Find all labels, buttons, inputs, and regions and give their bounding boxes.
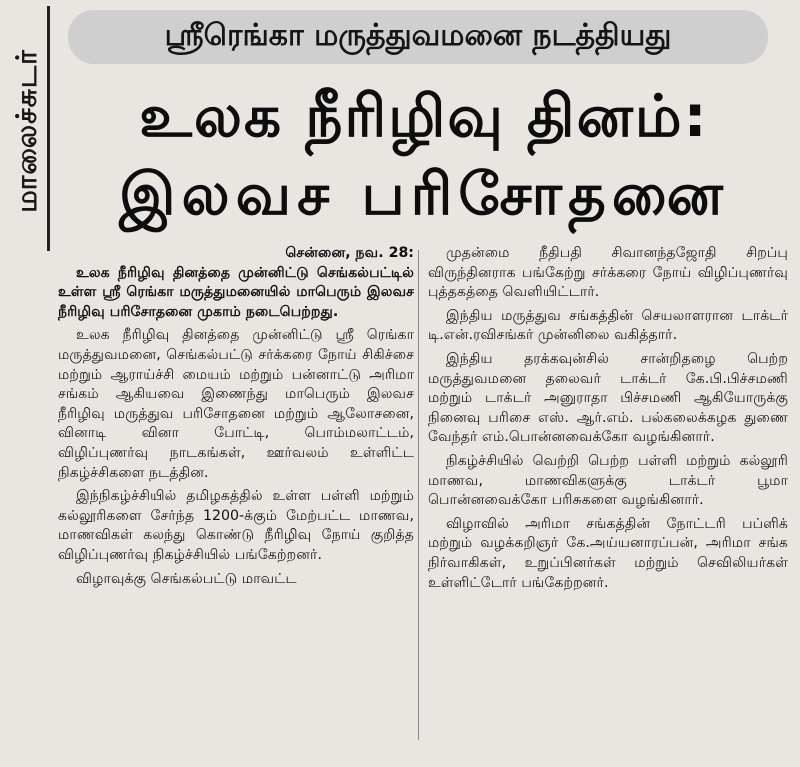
headline-line-2: இலவச பரிசோதனை — [119, 160, 729, 228]
kicker-text: ஸ்ரீரெங்கா மருத்துவமனை நடத்தியது — [164, 18, 672, 53]
article-column-left — [58, 244, 414, 589]
article-column-right — [428, 244, 788, 593]
lead-paragraph: உலக நீரிழிவு தினத்தை முன்னிட்டு செங்கல்பட்டில் உள்ள ஸ்ரீ ரெங்கா மருத்துமனையில் மாபெரும் இலவச நீரிழிவு பரிசோதனை முகாம் நடைபெற்றது. — [58, 264, 414, 320]
masthead-divider — [47, 6, 50, 251]
paragraph: விழாவில் அரிமா சங்கத்தின் நோட்டரி பப்ளிக் மற்றும் வழக்கறிஞர் கே.அய்யனாரப்பன், அரிமா சங்க நிர்வாகிகள், உறுப்பினர்கள் மற்றும் செவிலியர்கள் உள்ளிட்டோர் பங்கேற்றனர். — [428, 515, 788, 591]
dateline: சென்னை, நவ. 28: — [285, 245, 414, 261]
column-divider — [418, 250, 419, 740]
masthead-title: மாலைச்சுடர் — [10, 49, 43, 213]
paragraph: இந்நிகழ்ச்சியில் தமிழகத்தில் உள்ள பள்ளி மற்றும் கல்லூரிகளை சேர்ந்த 1200-க்கும் மேற்பட்ட மாணவ, மாணவிகள் கலந்து கொண்டு நீரிழிவு நோய் குறித்த விழிப்புணர்வு நிகழ்ச்சியில் பங்கேற்றனர். — [58, 488, 414, 563]
masthead — [2, 6, 52, 251]
paragraph: இந்திய மருத்துவ சங்கத்தின் செயலாளரான டாக்டர் டி.என்.ரவிசங்கர் முன்னிலை வகித்தார். — [428, 307, 788, 344]
paragraph: இந்திய தரக்கவுன்சில் சான்றிதழை பெற்ற மருத்துவமனை தலைவர் டாக்டர் கே.பி.பிச்சமணி மற்றும் டாக்டர் அனுராதா பிச்சமணி ஆகியோருக்கு நினைவு பரிசை எஸ். ஆர்.எம். பல்கலைக்கழக துணை வேந்தர் எம்.பொன்னவைக்கோ வழங்கினார். — [428, 350, 788, 446]
headline-line-1: உலக நீரிழிவு தினம்: — [139, 82, 709, 150]
paragraph: முதன்மை நீதிபதி சிவானந்தஜோதி சிறப்பு விருந்தினராக பங்கேற்று சர்க்கரை நோய் விழிப்புணர்வு புத்தகத்தை வெளியிட்டார். — [428, 245, 788, 301]
paragraph: விழாவுக்கு செங்கல்பட்டு மாவட்ட — [76, 570, 297, 587]
paragraph: நிகழ்ச்சியில் வெற்றி பெற்ற பள்ளி மற்றும் கல்லூரி மாணவ, மாணவிகளுக்கு டாக்டர் பூமா பொன்னவைக்கோ பரிசுகளை வழங்கினார். — [428, 452, 788, 509]
paragraph: உலக நீரிழிவு தினத்தை முன்னிட்டு ஸ்ரீ ரெங்கா மருத்துவமனை, செங்கல்பட்டு சர்க்கரை நோய் சிகிச்சை மற்றும் ஆராய்ச்சி மையம் மற்றும் பன்னாட்டு அரிமா சங்கம் ஆகியவை இணைந்து மாபெரும் இலவச நீரிழிவு மருத்துவ பரிசோதனை மற்றும் ஆலோசனை, வினாடி வினா போட்டி, பொம்மலாட்டம், விழிப்புணர்வு நாடகங்கள், ஊர்வலம் உள்ளிட்ட நிகழ்ச்சிகளை நடத்தின. — [58, 327, 414, 481]
kicker-banner — [68, 10, 768, 64]
